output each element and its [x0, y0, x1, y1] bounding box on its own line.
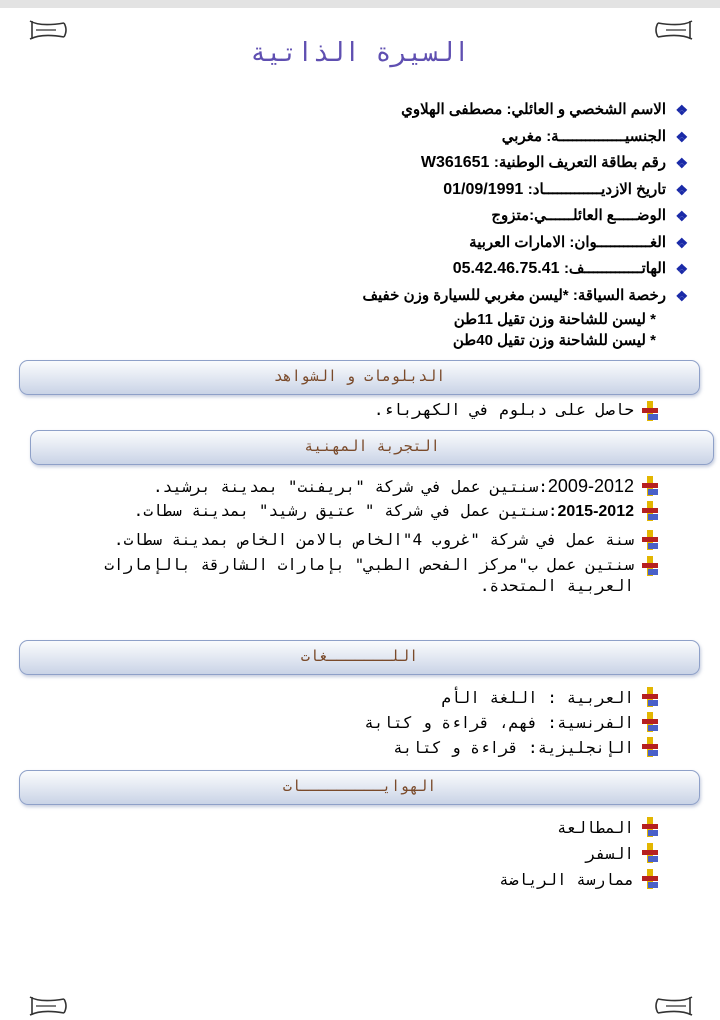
- section-heading-label: التجربة المهنية: [304, 437, 440, 455]
- section-heading-hobbies: [19, 770, 700, 805]
- diamond-bullet-icon: ❖: [675, 181, 688, 198]
- info-nationality: [270, 124, 690, 151]
- info-birth-date: [270, 177, 690, 204]
- info-label: الهاتـــــــــــــف:: [563, 260, 666, 277]
- info-value: *ليسن مغربي للسيارة وزن خفيف: [362, 286, 573, 304]
- diamond-bullet-icon: ❖: [675, 261, 688, 277]
- section-heading-label: الدبلومات و الشواهد: [273, 367, 446, 385]
- info-label: رخصة السياقة:: [572, 286, 666, 304]
- list-item: السفر: [60, 841, 660, 867]
- diamond-bullet-icon: ❖: [675, 102, 688, 118]
- pin-bullet-icon: [642, 687, 658, 707]
- experience-text: :سنتين عمل في شركة " عتيق رشيد" بمدينة سطات.: [133, 501, 558, 520]
- diamond-bullet-icon: ❖: [675, 155, 688, 171]
- list-item: ممارسة الرياضة: [60, 867, 660, 893]
- list-item: [60, 499, 660, 524]
- diplomas-list: [60, 400, 660, 419]
- section-heading-label: اللـــــــغات: [300, 647, 419, 665]
- experience-list: [60, 474, 660, 596]
- info-driving-license: [270, 283, 690, 310]
- pin-bullet-icon: [642, 501, 658, 521]
- scroll-ornament-icon: [28, 993, 68, 1019]
- top-strip: [0, 0, 720, 8]
- list-item: العربية : اللغة الأم: [60, 685, 660, 710]
- info-value: مغربي: [501, 127, 547, 145]
- pin-bullet-icon: [642, 712, 658, 732]
- pin-bullet-icon: [642, 817, 658, 837]
- info-address: [270, 230, 690, 257]
- pin-bullet-icon: [642, 737, 658, 757]
- languages-list: [60, 685, 660, 760]
- experience-date: 2015-2012: [557, 503, 634, 520]
- info-label: الاسم الشخصي و العائلي:: [506, 101, 666, 118]
- pin-bullet-icon: [642, 476, 658, 496]
- info-label: الوضـــــع العائلــــــي:: [529, 207, 666, 224]
- scroll-ornament-icon: [654, 993, 694, 1019]
- list-item: الفرنسية: فهم، قراءة و كتابة: [60, 710, 660, 735]
- experience-text: سنتين عمل ب"مركز الفحص الطبي" بإمارات الشارقة بالإمارات العربية المتحدة.: [104, 555, 634, 595]
- list-item: الإنجليزية: قراءة و كتابة: [60, 735, 660, 760]
- pin-bullet-icon: [642, 530, 658, 550]
- section-heading-languages: [19, 640, 700, 675]
- hobbies-list: [60, 815, 660, 893]
- info-name: [270, 97, 690, 124]
- info-value: 01/09/1991: [443, 180, 528, 198]
- diamond-bullet-icon: ❖: [675, 128, 688, 145]
- diamond-bullet-icon: ❖: [675, 234, 688, 251]
- pin-bullet-icon: [642, 869, 658, 889]
- list-item: [60, 554, 660, 596]
- experience-text: سنة عمل في شركة "غروب 4"الخاص بالامن الخاص بمدينة سطات.: [113, 530, 634, 549]
- info-label: رقم بطاقة التعريف الوطنية:: [493, 154, 666, 171]
- info-value: W361651: [420, 154, 494, 171]
- info-label: الغــــــــــــوان:: [569, 233, 666, 251]
- diamond-bullet-icon: ❖: [675, 287, 688, 304]
- page-title: السيرة الذاتية: [250, 38, 470, 68]
- pin-bullet-icon: [642, 401, 658, 421]
- info-marital-status: [270, 203, 690, 230]
- info-label: تاريخ الازديـــــــــــــاد:: [527, 180, 666, 198]
- info-id-card: [270, 150, 690, 177]
- pin-bullet-icon: [642, 556, 658, 576]
- pin-bullet-icon: [642, 843, 658, 863]
- list-item: حاصل على دبلوم في الكهرباء.: [60, 400, 660, 419]
- info-license-extra: * ليسن للشاحنة وزن تقيل 40طن: [452, 332, 656, 349]
- experience-text: :سنتين عمل في شركة "بريفنت" بمدينة برشيد.: [152, 477, 548, 496]
- info-label: الجنسيـــــــــــــــة:: [546, 127, 666, 145]
- diamond-bullet-icon: ❖: [675, 208, 688, 224]
- info-value: 05.42.46.75.41: [452, 260, 564, 277]
- section-heading-label: الهوايـــــــــات: [282, 777, 437, 795]
- list-item: المطالعة: [60, 815, 660, 841]
- list-item: [60, 528, 660, 552]
- info-phone: [270, 256, 690, 283]
- section-heading-experience: [30, 430, 714, 465]
- experience-date: 2009-2012: [547, 476, 634, 496]
- info-license-extra: * ليسن للشاحنة وزن تقيل 11طن: [453, 311, 656, 328]
- section-heading-diplomas: [19, 360, 700, 395]
- personal-info-list: [270, 97, 690, 351]
- info-value: متزوج: [491, 207, 530, 224]
- list-item: [60, 474, 660, 499]
- info-value: مصطفى الهلاوي: [401, 101, 507, 118]
- info-value: الامارات العربية: [469, 233, 570, 251]
